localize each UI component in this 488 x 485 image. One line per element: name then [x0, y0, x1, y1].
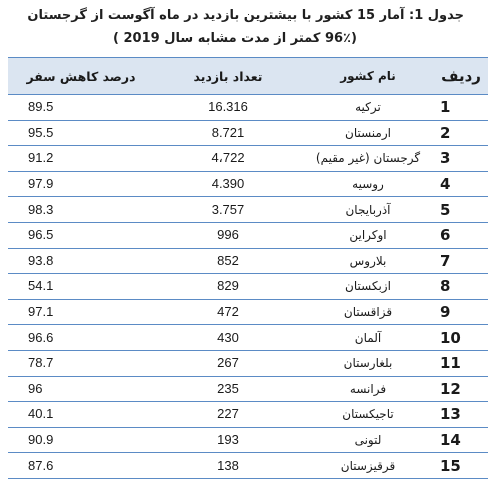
cell-rank: 13 — [434, 402, 488, 428]
travel-drop-value: 96 — [28, 380, 43, 396]
visits-value: 227 — [217, 406, 239, 422]
cell-travel-drop — [8, 95, 154, 121]
table-row — [8, 146, 488, 172]
cell-travel-drop — [8, 325, 154, 351]
cell-visits — [154, 95, 302, 121]
cell-rank: 7 — [434, 248, 488, 274]
cell-country: قرقیزستان — [302, 453, 434, 479]
caption-subtitle: (96٪ کمتر از مدت مشابه سال 2019 ) — [113, 31, 357, 46]
header-rank: ردیف — [434, 58, 488, 95]
cell-country: ازبکستان — [302, 274, 434, 300]
visits-value: 235 — [217, 380, 239, 396]
cell-country: لتونی — [302, 427, 434, 453]
cell-visits — [154, 299, 302, 325]
cell-country: بلاروس — [302, 248, 434, 274]
travel-drop-value: 89.5 — [28, 99, 54, 115]
cell-travel-drop — [8, 197, 154, 223]
visits-value: 430 — [217, 329, 239, 345]
cell-rank: 14 — [434, 427, 488, 453]
header-travel-drop: درصد کاهش سفر — [8, 58, 154, 95]
visits-value: 193 — [217, 432, 239, 448]
cell-rank: 15 — [434, 453, 488, 479]
header-row — [8, 58, 488, 95]
cell-visits — [154, 350, 302, 376]
caption-title: جدول 1: آمار 15 کشور با بیشترین بازدید در ماه آگوست از گرجستان — [27, 8, 464, 23]
cell-country: تاجیکستان — [302, 402, 434, 428]
cell-travel-drop — [8, 350, 154, 376]
travel-drop-value: 98.3 — [28, 201, 54, 217]
table-row — [8, 376, 488, 402]
cell-country: ترکیه — [302, 95, 434, 121]
travel-drop-value: 40.1 — [28, 406, 54, 422]
cell-rank: 11 — [434, 350, 488, 376]
cell-travel-drop — [8, 120, 154, 146]
visits-value: 829 — [217, 278, 239, 294]
cell-visits — [154, 171, 302, 197]
table-row — [8, 274, 488, 300]
visits-value: 4.390 — [211, 176, 245, 192]
cell-visits — [154, 146, 302, 172]
cell-country: آلمان — [302, 325, 434, 351]
table-row — [8, 299, 488, 325]
cell-rank: 2 — [434, 120, 488, 146]
cell-rank: 8 — [434, 274, 488, 300]
table-row — [8, 325, 488, 351]
table-row — [8, 222, 488, 248]
visits-value: 472 — [217, 304, 239, 320]
cell-country: فرانسه — [302, 376, 434, 402]
travel-drop-value: 93.8 — [28, 252, 54, 268]
cell-travel-drop — [8, 402, 154, 428]
cell-visits — [154, 453, 302, 479]
cell-travel-drop — [8, 376, 154, 402]
table-row — [8, 427, 488, 453]
cell-visits — [154, 120, 302, 146]
cell-rank: 10 — [434, 325, 488, 351]
cell-rank: 1 — [434, 95, 488, 121]
visits-value: 16.316 — [208, 99, 248, 115]
travel-drop-value: 78.7 — [28, 355, 54, 371]
table-row — [8, 95, 488, 121]
cell-country: روسیه — [302, 171, 434, 197]
cell-rank: 3 — [434, 146, 488, 172]
cell-visits — [154, 222, 302, 248]
cell-visits — [154, 427, 302, 453]
table-row — [8, 120, 488, 146]
visits-value: 267 — [217, 355, 239, 371]
travel-drop-value: 96.6 — [28, 329, 54, 345]
table-caption — [6, 6, 464, 49]
cell-country: گرجستان (غیر مقیم) — [302, 146, 434, 172]
visits-value: 4،722 — [211, 150, 245, 166]
travel-drop-value: 97.1 — [28, 304, 54, 320]
table-row — [8, 350, 488, 376]
table-row — [8, 197, 488, 223]
cell-country: ارمنستان — [302, 120, 434, 146]
cell-rank: 6 — [434, 222, 488, 248]
visitor-statistics-table — [8, 57, 488, 479]
cell-travel-drop — [8, 274, 154, 300]
travel-drop-value: 87.6 — [28, 457, 54, 473]
visits-value: 8.721 — [211, 124, 245, 140]
cell-travel-drop — [8, 222, 154, 248]
travel-drop-value: 91.2 — [28, 150, 54, 166]
cell-visits — [154, 197, 302, 223]
cell-rank: 4 — [434, 171, 488, 197]
cell-visits — [154, 248, 302, 274]
table-header — [8, 58, 488, 95]
header-country: نام کشور — [302, 58, 434, 95]
cell-visits — [154, 325, 302, 351]
travel-drop-value: 97.9 — [28, 176, 54, 192]
table-row — [8, 171, 488, 197]
cell-travel-drop — [8, 299, 154, 325]
visits-value: 3.757 — [211, 201, 245, 217]
cell-rank: 5 — [434, 197, 488, 223]
cell-country: قزاقستان — [302, 299, 434, 325]
visits-value: 996 — [217, 227, 239, 243]
cell-country: آذربایجان — [302, 197, 434, 223]
cell-visits — [154, 402, 302, 428]
cell-visits — [154, 376, 302, 402]
cell-rank: 12 — [434, 376, 488, 402]
table-row — [8, 248, 488, 274]
travel-drop-value: 90.9 — [28, 432, 54, 448]
cell-travel-drop — [8, 171, 154, 197]
cell-travel-drop — [8, 427, 154, 453]
cell-rank: 9 — [434, 299, 488, 325]
travel-drop-value: 95.5 — [28, 124, 54, 140]
table-body — [8, 95, 488, 479]
cell-country: اوکراین — [302, 222, 434, 248]
cell-country: بلغارستان — [302, 350, 434, 376]
travel-drop-value: 54.1 — [28, 278, 54, 294]
cell-travel-drop — [8, 453, 154, 479]
cell-travel-drop — [8, 248, 154, 274]
visits-value: 852 — [217, 252, 239, 268]
table-row — [8, 453, 488, 479]
visits-value: 138 — [217, 457, 239, 473]
cell-travel-drop — [8, 146, 154, 172]
table-row — [8, 402, 488, 428]
header-visits: تعداد بازدید — [154, 58, 302, 95]
travel-drop-value: 96.5 — [28, 227, 54, 243]
cell-visits — [154, 274, 302, 300]
